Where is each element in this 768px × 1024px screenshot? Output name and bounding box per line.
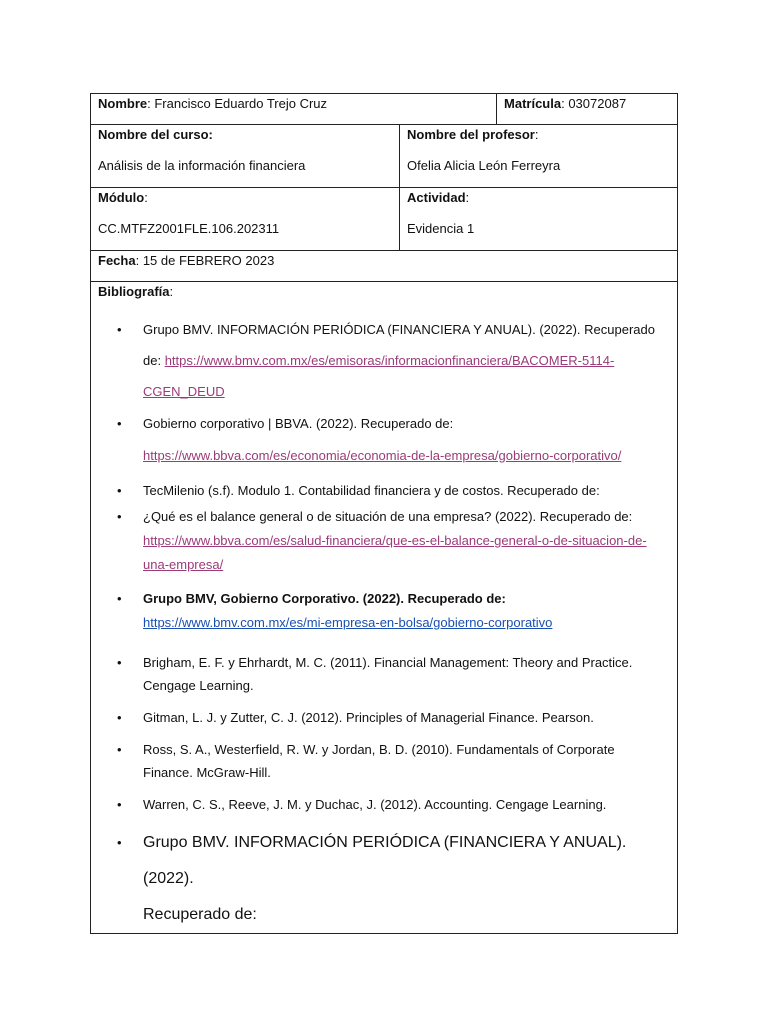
ref-link[interactable]: https://www.bmv.com.mx/es/emisoras/informacionfinanciera/BACOMER-5114- bbox=[164, 353, 615, 368]
ref-text-cont: de: bbox=[143, 353, 165, 368]
ref-link[interactable]: https://www.bbva.com/es/salud-financiera/que-es-el-balance-general-o-de-situacion-de- bbox=[143, 533, 647, 548]
list-item bbox=[98, 825, 670, 933]
list-item bbox=[98, 738, 670, 784]
list-item bbox=[98, 477, 670, 505]
ref-text: Warren, C. S., Reeve, J. M. y Duchac, J. (2012). Accounting. Cengage Learning. bbox=[143, 797, 607, 812]
ref-text: Gobierno corporativo | BBVA. (2022). Recuperado de: bbox=[143, 416, 454, 431]
name-label: Nombre bbox=[98, 96, 148, 111]
list-item bbox=[98, 408, 670, 472]
ref-link-cont[interactable]: CGEN_DEUD bbox=[143, 384, 225, 399]
matricula-label: Matrícula bbox=[504, 96, 562, 111]
module-cell: Módulo: CC.MTFZ2001FLE.106.202311 bbox=[91, 188, 400, 251]
professor-cell: Nombre del profesor: Ofelia Alicia León Ferreyra bbox=[400, 125, 678, 188]
ref-text: Grupo BMV. INFORMACIÓN PERIÓDICA (FINANCIERA Y ANUAL). (2022). Recuperado bbox=[143, 322, 655, 337]
bibliography-cell: Bibliografía: • Grupo BMV. INFORMACIÓN PERIÓDICA (FINANCIERA Y ANUAL). (2022). Recuperado de: https://www.bmv.com.mx/es/emisoras/informacionfinanciera/BACOMER-5114- CGEN_DEUD • Gobierno corporativo | BBVA. (2022). Recuperado de: https://www.bbva.com/es/economia/economia-de-la-empresa/gobierno-corporativo/ • TecMilenio (s.f). Modulo 1. Contabilidad financiera y de costos. Recuperado de: • ¿Qué es el balance general o de situación de una empresa? (2022). Recuperado de: https://www.bbva.com/es/salud-financiera/que-es-el-balance-general-o-de-situacion-de- una-empresa/ • Grupo BMV, Gobierno Corporativo. (2022). Recuperado de: https://www.bmv.com.mx/es/mi-empresa-en-bolsa/gobierno-corporativo • Brigham, E. F. y Ehrhardt, M. C. (2011). Financial Management: Theory and Practice. Cengage Learning. • Gitman, L. J. y Zutter, C. J. (2012). Principles of Managerial Finance. Pearson. • Ross, S. A., Westerfield, R. W. y Jordan, B. D. (2010). Fundamentals of Corporate Finance. McGraw-Hill. • Warren, C. S., Reeve, J. M. y Duchac, J. (2012). Accounting. Cengage Learning. • Grupo BMV. INFORMACIÓN PERIÓDICA (FINANCIERA Y ANUAL). (2022). Recuperado de: bbox=[91, 282, 678, 934]
ref-link-cont[interactable]: una-empresa/ bbox=[143, 557, 224, 572]
ref-text-cont: Cengage Learning. bbox=[143, 678, 254, 693]
ref-text: TecMilenio (s.f). Modulo 1. Contabilidad financiera y de costos. Recuperado de: bbox=[143, 483, 600, 498]
professor-value: Ofelia Alicia León Ferreyra bbox=[407, 158, 561, 173]
ref-text: Gitman, L. J. y Zutter, C. J. (2012). Principles of Managerial Finance. Pearson. bbox=[143, 710, 594, 725]
list-item bbox=[98, 314, 670, 407]
module-label: Módulo bbox=[98, 190, 145, 205]
ref-text: Brigham, E. F. y Ehrhardt, M. C. (2011). Financial Management: Theory and Practice. bbox=[143, 655, 633, 670]
name-value: Francisco Eduardo Trejo Cruz bbox=[154, 96, 328, 111]
ref-text: ¿Qué es el balance general o de situación de una empresa? (2022). Recuperado de: bbox=[143, 509, 633, 524]
ref-text-cont: Finance. McGraw-Hill. bbox=[143, 765, 271, 780]
course-label: Nombre del curso: bbox=[98, 127, 213, 142]
ref-link[interactable]: https://www.bmv.com.mx/es/mi-empresa-en-bolsa/gobierno-corporativo bbox=[143, 615, 553, 630]
ref-text: Grupo BMV. INFORMACIÓN PERIÓDICA (FINANCIERA Y ANUAL). (2022). bbox=[143, 834, 627, 887]
name-cell: Nombre: Francisco Eduardo Trejo Cruz bbox=[91, 94, 497, 125]
list-item bbox=[98, 793, 670, 816]
date-cell: Fecha: 15 de FEBRERO 2023 bbox=[91, 251, 678, 282]
list-item bbox=[98, 706, 670, 729]
activity-value: Evidencia 1 bbox=[407, 221, 475, 236]
list-item bbox=[98, 651, 670, 697]
matricula-value: 03072087 bbox=[568, 96, 627, 111]
ref-text: Grupo BMV, Gobierno Corporativo. (2022). Recuperado de: bbox=[143, 591, 506, 606]
ref-link[interactable]: https://www.bbva.com/es/economia/economia-de-la-empresa/gobierno-corporativo/ bbox=[143, 448, 622, 463]
list-item bbox=[98, 505, 670, 577]
course-cell bbox=[91, 125, 400, 188]
ref-text-cont: Recuperado de: bbox=[143, 906, 257, 923]
activity-cell: Actividad: Evidencia 1 bbox=[400, 188, 678, 251]
professor-label: Nombre del profesor bbox=[407, 127, 535, 142]
info-table bbox=[90, 93, 678, 934]
list-item bbox=[98, 587, 670, 635]
activity-label: Actividad bbox=[407, 190, 466, 205]
date-value: 15 de FEBRERO 2023 bbox=[142, 253, 275, 268]
bibliography-label: Bibliografía bbox=[98, 284, 170, 299]
module-value: CC.MTFZ2001FLE.106.202311 bbox=[98, 221, 280, 236]
date-label: Fecha bbox=[98, 253, 136, 268]
ref-text: Ross, S. A., Westerfield, R. W. y Jordan, B. D. (2010). Fundamentals of Corporate bbox=[143, 742, 615, 757]
course-value: Análisis de la información financiera bbox=[98, 158, 306, 173]
matricula-cell: Matrícula: 03072087 bbox=[497, 94, 678, 125]
bibliography-list bbox=[98, 314, 670, 933]
